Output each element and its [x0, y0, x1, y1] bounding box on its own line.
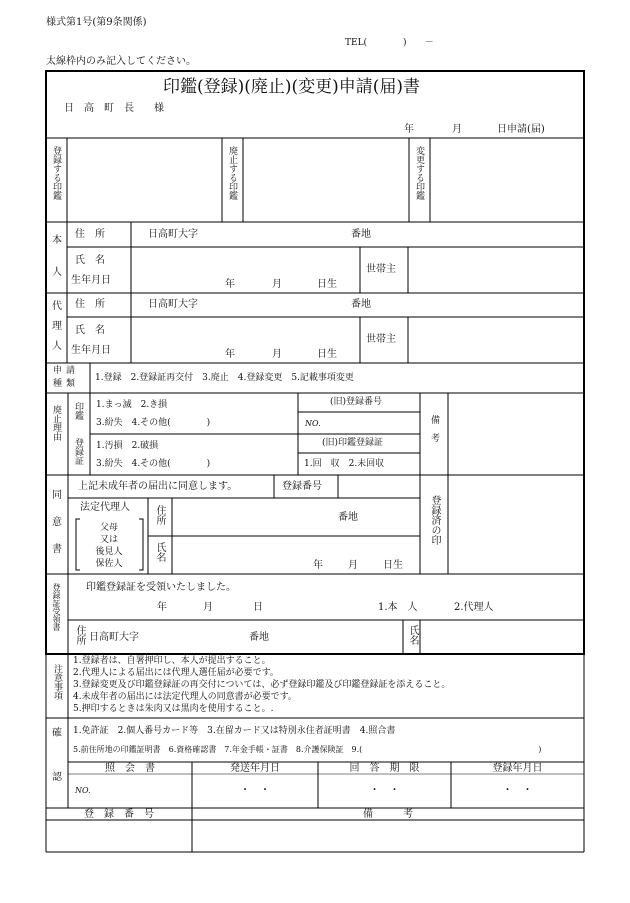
- honnin-banchi: 番地: [351, 229, 371, 240]
- henkou-seal-box[interactable]: [430, 138, 584, 222]
- date-year-label: 年: [404, 124, 414, 135]
- col-hassou-date: 発送年月日: [230, 763, 280, 774]
- juryou-address-value[interactable]: 日高町大字: [89, 632, 139, 643]
- kaitou-kigen-value[interactable]: ・ ・: [369, 785, 400, 796]
- juryou-banchi: 番地: [249, 632, 269, 643]
- footer-touroku-bango-label: 登 録 番 号: [84, 809, 154, 820]
- shinsei-options[interactable]: 1.登録 2.登録証再交付 3.廃止 4.登録変更 5.記載事項変更: [95, 373, 354, 383]
- label-dairinin-1: 代: [52, 301, 62, 312]
- label-honnin-2: 人: [52, 267, 62, 278]
- juryou-name-label: 氏名: [407, 625, 418, 645]
- doui-year: 年: [313, 560, 323, 571]
- haishi-seal-box[interactable]: [243, 138, 409, 222]
- houtei-dairinin-label: 法定代理人: [80, 502, 130, 513]
- honnin-setainushi-label: 世帯主: [366, 264, 396, 275]
- consent-text: 上記未成年者の届出に同意します。: [78, 481, 238, 492]
- label-shinsei-2: 種類: [53, 379, 80, 389]
- dairinin-birth-month: 月: [272, 349, 282, 360]
- label-haishi-inkan: 廃止する印鑑: [227, 146, 237, 200]
- kakunin-docs-line2[interactable]: 5.前住所地の印鑑証明書 6.資格確認書 7.年金手帳・証書 8.介護保険証 9.( ): [73, 745, 542, 754]
- juryou-text: 印鑑登録証を受領いたしました。: [86, 582, 236, 593]
- form-number: 様式第1号(第9条関係): [46, 17, 147, 28]
- label-inkan: 印鑑: [73, 402, 83, 420]
- label-bikou: 備 考: [429, 415, 439, 442]
- honnin-birth-day: 日生: [317, 279, 337, 290]
- inkan-reason-1[interactable]: 1.まっ滅 2.き損: [96, 400, 168, 410]
- col-kaitou-kigen: 回 答 期 限: [349, 763, 420, 774]
- shou-reason-1[interactable]: 1.汚損 2.破損: [96, 441, 159, 451]
- juryou-name-field[interactable]: [420, 620, 584, 654]
- label-kakunin-2: 認: [52, 772, 62, 783]
- label-haishi-riyu: 廃止理由: [51, 405, 61, 441]
- honnin-name-label: 氏 名: [75, 255, 105, 266]
- dairinin-birth-label: 生年月日: [71, 345, 111, 356]
- dairinin-birth-year: 年: [225, 349, 235, 360]
- dairinin-setainushi-field[interactable]: [408, 317, 584, 363]
- chuui-item-4: 4.未成年者の届出には法定代理人の同意書が必要です。: [73, 692, 297, 702]
- kyu-bango-no[interactable]: NO.: [305, 419, 321, 428]
- touroku-seal-box[interactable]: [67, 138, 222, 222]
- touroku-date-value[interactable]: ・ ・: [502, 785, 533, 796]
- label-touroku-sumi-in: 登録済の印: [429, 495, 440, 545]
- col-touroku-date: 登録年月日: [492, 763, 543, 774]
- chuui-item-5: 5.押印するときは朱肉又は黒肉を使用すること。.: [73, 704, 274, 714]
- doui-month: 月: [348, 560, 358, 571]
- honnin-setainushi-field[interactable]: [408, 247, 584, 293]
- date-month-label: 月: [452, 124, 462, 135]
- label-dairinin-3: 人: [52, 341, 62, 352]
- inkan-reason-2[interactable]: 3.紛失 4.その他( ): [96, 418, 211, 428]
- doui-bango-label: 登録番号: [282, 481, 322, 492]
- label-henkou-inkan: 変更する印鑑: [414, 146, 424, 200]
- dairinin-address-label: 住 所: [75, 299, 105, 310]
- kyu-touroku-bango-label: (旧)登録番号: [330, 397, 383, 407]
- footer-bikou-label: 備 考: [363, 809, 413, 820]
- kyu-inkan-touroku-shou-label: (旧)印鑑登録証: [322, 438, 384, 448]
- juryou-month: 月: [203, 602, 213, 613]
- label-dairinin-2: 理: [52, 321, 62, 332]
- honnin-birth-month: 月: [272, 279, 282, 290]
- label-honnin-1: 本: [52, 235, 62, 246]
- chuui-item-1: 1.登録者は、自署押印し、本人が提出すること。: [73, 656, 271, 666]
- doui-banchi: 番地: [338, 512, 358, 523]
- honnin-address-label: 住 所: [75, 229, 105, 240]
- chuui-item-2: 2.代理人による届出には代理人選任届が必要です。: [73, 668, 279, 678]
- dairinin-banchi: 番地: [351, 299, 371, 310]
- dairinin-birth-day: 日生: [317, 349, 337, 360]
- form-title: 印鑑(登録)(廃止)(変更)申請(届)書: [163, 77, 421, 97]
- honnin-birth-year: 年: [225, 279, 235, 290]
- addressee: 日 高 町 長 様: [64, 103, 164, 114]
- label-tourokushou: 登録証: [73, 438, 83, 465]
- instruction-note: 太線枠内のみ記入してください。: [46, 56, 196, 67]
- dairinin-setainushi-label: 世帯主: [366, 334, 396, 345]
- honnin-address-value[interactable]: 日高町大字: [148, 229, 198, 240]
- footer-bikou-field[interactable]: [192, 820, 584, 852]
- kaishu-options[interactable]: 1.回 収 2.未回収: [304, 459, 385, 469]
- tel-field[interactable]: TEL( ) －: [345, 38, 434, 48]
- juryou-year: 年: [157, 602, 167, 613]
- label-chuui-jikou: 注意事項: [52, 664, 62, 700]
- col-shoukaisho: 照 会 書: [105, 763, 155, 774]
- juryou-dairinin-option[interactable]: 2.代理人: [454, 602, 494, 613]
- registered-seal-box[interactable]: [448, 475, 584, 574]
- kakunin-docs-line1[interactable]: 1.免許証 2.個人番号カード等 3.在留カード又は特別永住者証明書 4.照合書: [73, 726, 396, 736]
- footer-touroku-bango-field[interactable]: [46, 820, 192, 852]
- hassou-date-value[interactable]: ・ ・: [240, 785, 270, 796]
- date-day-label: 日申請(届): [497, 124, 545, 135]
- label-kakunin-1: 確: [52, 728, 62, 739]
- label-juryousho: 登録証受領書: [52, 583, 61, 631]
- shoukaisho-no[interactable]: NO.: [75, 786, 91, 795]
- label-shinsei-1: 申請: [53, 366, 80, 376]
- label-touroku-inkan: 登録する印鑑: [51, 146, 61, 200]
- label-doui-3: 書: [52, 544, 62, 555]
- guardian-roles: 父母 又は 後見人 保佐人: [95, 523, 123, 569]
- juryou-address-label: 住所: [74, 625, 85, 645]
- juryou-honnin-option[interactable]: 1.本 人: [378, 602, 418, 613]
- dairinin-name-label: 氏 名: [75, 325, 105, 336]
- doui-name-label: 氏名: [154, 542, 165, 562]
- label-doui-2: 意: [52, 517, 62, 528]
- doui-address-label: 住所: [154, 505, 165, 525]
- dairinin-address-value[interactable]: 日高町大字: [148, 299, 198, 310]
- doui-day: 日生: [383, 560, 403, 571]
- juryou-day: 日: [253, 602, 263, 613]
- shou-reason-2[interactable]: 3.紛失 4.その他( ): [96, 459, 211, 469]
- chuui-item-3: 3.登録変更及び印鑑登録証の再交付については、必ず登録印鑑及び印鑑登録証を添えること。: [73, 680, 451, 690]
- label-doui-1: 同: [52, 490, 62, 501]
- honnin-birth-label: 生年月日: [71, 275, 111, 286]
